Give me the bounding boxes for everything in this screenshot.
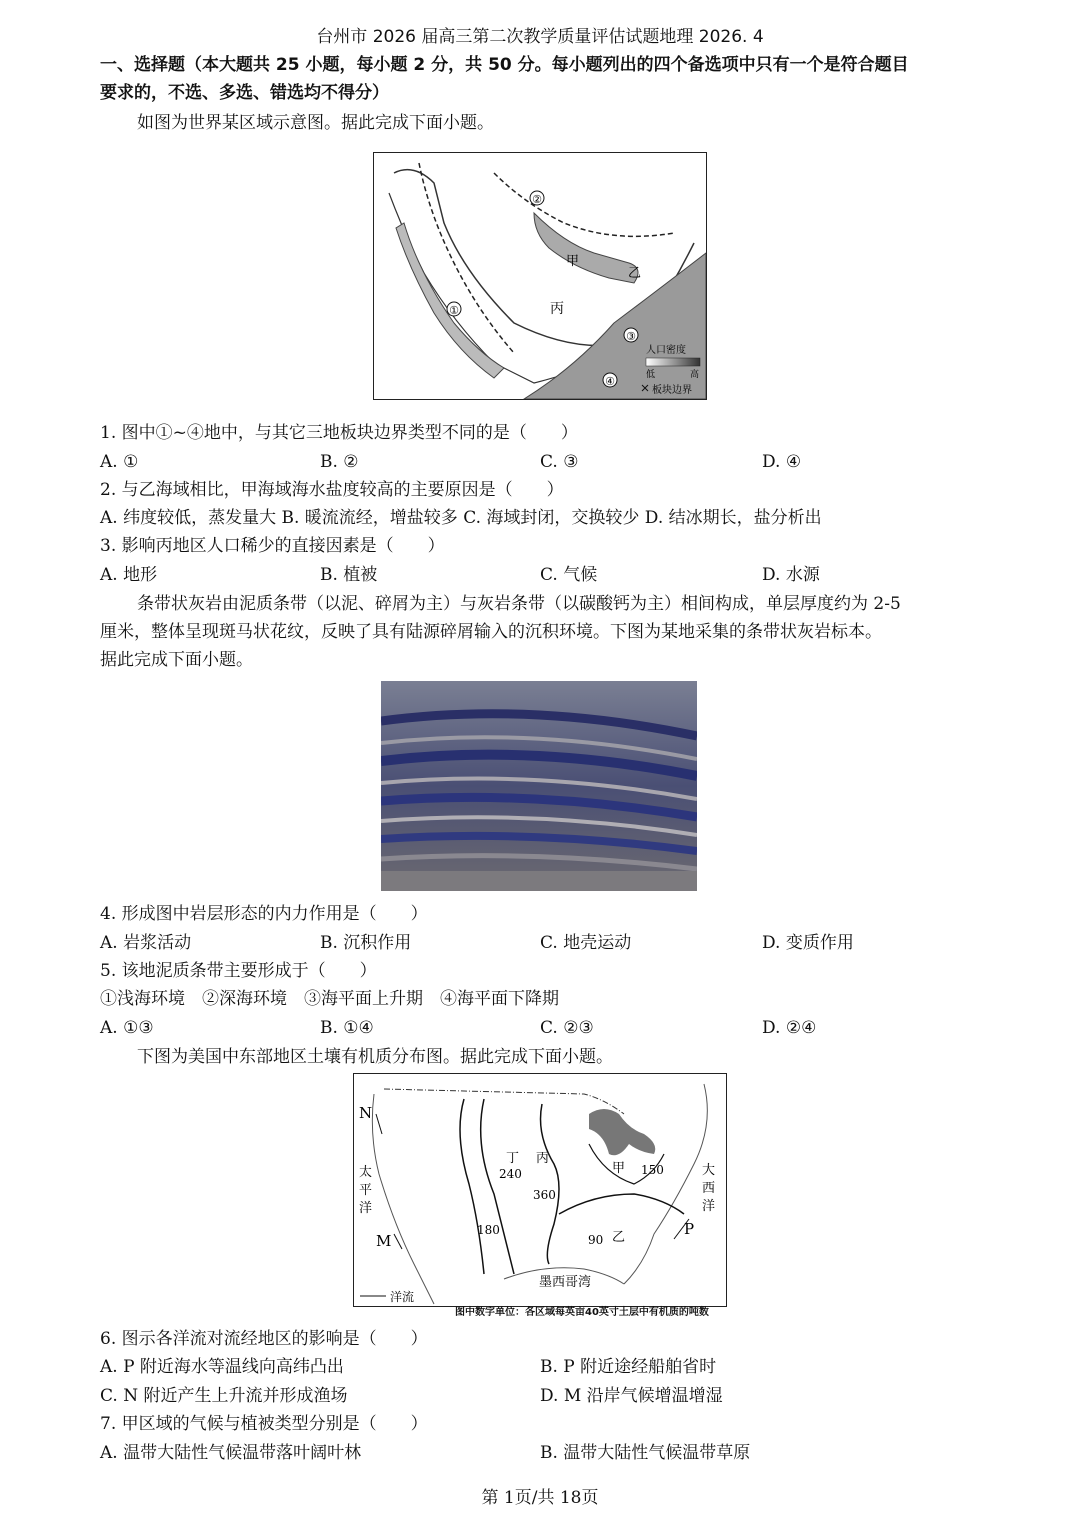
- value-240: 240: [499, 1167, 522, 1181]
- limestone-photo: [381, 681, 697, 891]
- q1-stem: 1. 图中①~④地中，与其它三地板块边界类型不同的是（ ）: [100, 423, 578, 443]
- q1-option-a: A. ①: [100, 452, 139, 472]
- value-150: 150: [641, 1163, 664, 1177]
- value-360: 360: [533, 1188, 556, 1202]
- q6-option-a: A. P 附近海水等温线向高纬凸出: [100, 1357, 344, 1377]
- label-jia: 甲: [566, 254, 580, 269]
- q7-option-b: B. 温带大陆性气候温带草原: [540, 1443, 751, 1463]
- q4-option-a: A. 岩浆活动: [100, 933, 192, 953]
- svg-text:人口密度: 人口密度: [646, 345, 686, 356]
- q5-option-d: D. ②④: [762, 1018, 817, 1038]
- label-yi: 乙: [628, 266, 642, 281]
- marker-3: ③: [626, 330, 636, 343]
- region-map: [374, 153, 706, 399]
- label-N: N: [359, 1104, 373, 1122]
- q4-stem: 4. 形成图中岩层形态的内力作用是（ ）: [100, 904, 428, 924]
- q6-option-b: B. P 附近途经船舶省时: [540, 1357, 717, 1377]
- q3-option-b: B. 植被: [320, 565, 378, 585]
- us-soil-map: [354, 1074, 726, 1306]
- q7-option-a: A. 温带大陆性气候温带落叶阔叶林: [100, 1443, 362, 1463]
- svg-text:高: 高: [690, 370, 700, 380]
- label-pacific-3: 洋: [359, 1201, 373, 1216]
- legend-current: 洋流: [390, 1290, 415, 1304]
- map2-caption: 图中数字单位：各区域每英亩40英寸土层中有机质的吨数: [455, 1307, 709, 1318]
- label-P: P: [684, 1220, 695, 1238]
- intro-1: 如图为世界某区域示意图。据此完成下面小题。: [137, 113, 494, 133]
- q4-option-d: D. 变质作用: [762, 933, 854, 953]
- label-atlantic-1: 大: [702, 1163, 716, 1178]
- q3-option-a: A. 地形: [100, 565, 158, 585]
- section-heading-line2: 要求的，不选、多选、错选均不得分）: [100, 83, 389, 103]
- intro-3: 下图为美国中东部地区土壤有机质分布图。据此完成下面小题。: [137, 1047, 613, 1067]
- svg-text:低: 低: [646, 370, 656, 380]
- label-gulf: 墨西哥湾: [539, 1275, 592, 1290]
- q2-stem: 2. 与乙海域相比，甲海域海水盐度较高的主要原因是（ ）: [100, 480, 564, 500]
- q5-stem: 5. 该地泥质条带主要形成于（ ）: [100, 961, 377, 981]
- label-ding: 丁: [506, 1151, 520, 1166]
- q4-option-c: C. 地壳运动: [540, 933, 632, 953]
- q1-option-c: C. ③: [540, 452, 579, 472]
- svg-text:板块边界: 板块边界: [652, 385, 692, 396]
- q5-option-a: A. ①③: [100, 1018, 154, 1038]
- q1-option-d: D. ④: [762, 452, 802, 472]
- marker-4: ④: [605, 375, 615, 388]
- us-soil-map-figure: [353, 1073, 727, 1307]
- q6-stem: 6. 图示各洋流对流经地区的影响是（ ）: [100, 1329, 428, 1349]
- q4-option-b: B. 沉积作用: [320, 933, 412, 953]
- q5-option-c: C. ②③: [540, 1018, 594, 1038]
- intro-2-line1: 条带状灰岩由泥质条带（以泥、碎屑为主）与灰岩条带（以碳酸钙为主）相间构成，单层厚度约为 2-5: [137, 594, 901, 614]
- q7-stem: 7. 甲区域的气候与植被类型分别是（ ）: [100, 1414, 428, 1434]
- value-90: 90: [588, 1233, 604, 1247]
- page-title: 台州市 2026 届高三第二次教学质量评估试题地理 2026. 4: [316, 27, 764, 47]
- q1-option-b: B. ②: [320, 452, 359, 472]
- q2-options: A. 纬度较低，蒸发量大 B. 暖流流经，增盐较多 C. 海域封闭，交换较少 D. 结冰期长，盐分析出: [100, 508, 822, 528]
- q6-option-c: C. N 附近产生上升流并形成渔场: [100, 1386, 348, 1406]
- q5-option-b: B. ①④: [320, 1018, 374, 1038]
- q5-choices: ①浅海环境 ②深海环境 ③海平面上升期 ④海平面下降期: [100, 989, 559, 1009]
- label-atlantic-3: 洋: [702, 1199, 716, 1214]
- label-atlantic-2: 西: [702, 1181, 716, 1196]
- label-yi2: 乙: [612, 1230, 626, 1245]
- q3-option-d: D. 水源: [762, 565, 820, 585]
- q3-stem: 3. 影响丙地区人口稀少的直接因素是（ ）: [100, 536, 445, 556]
- region-map-figure: [373, 152, 707, 400]
- label-jia2: 甲: [612, 1161, 626, 1176]
- q6-option-d: D. M 沿岸气候增温增湿: [540, 1386, 723, 1406]
- label-bing2: 丙: [536, 1151, 550, 1166]
- value-180: 180: [477, 1223, 500, 1237]
- intro-2-line3: 据此完成下面小题。: [100, 650, 253, 670]
- label-M: M: [376, 1232, 392, 1250]
- q3-option-c: C. 气候: [540, 565, 598, 585]
- label-pacific-1: 太: [359, 1165, 373, 1180]
- section-heading-line1: 一、选择题（本大题共 25 小题，每小题 2 分，共 50 分。每小题列出的四个备选项中只有一个是符合题目: [100, 55, 909, 75]
- marker-2: ②: [532, 193, 542, 206]
- intro-2-line2: 厘米，整体呈现斑马状花纹，反映了具有陆源碎屑输入的沉积环境。下图为某地采集的条带状灰岩标本。: [100, 622, 882, 642]
- marker-1: ①: [449, 304, 459, 317]
- page-footer: 第 1页/共 18页: [481, 1488, 599, 1508]
- label-pacific-2: 平: [359, 1183, 373, 1198]
- label-bing: 丙: [550, 301, 564, 317]
